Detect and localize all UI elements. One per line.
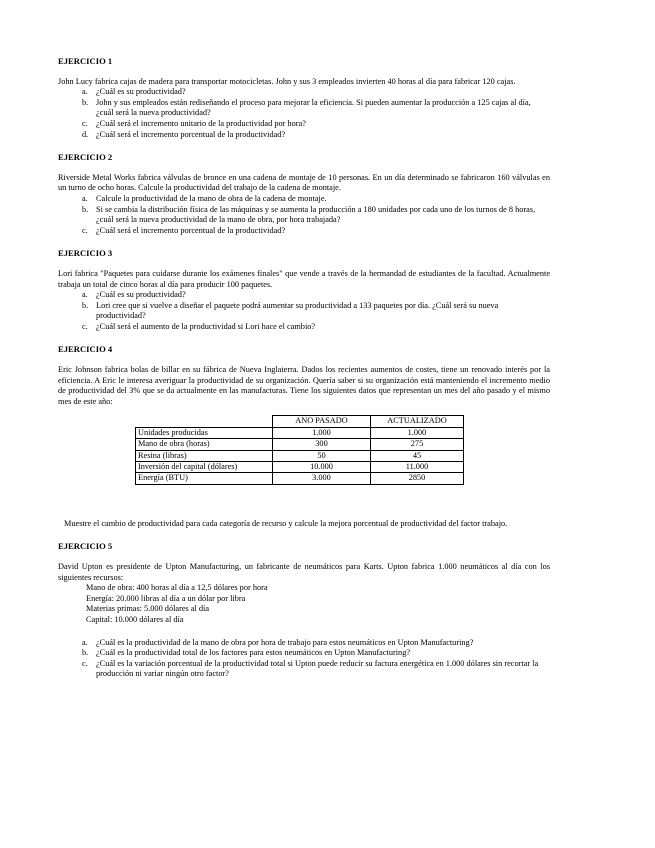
- row-label: Unidades producidas: [136, 427, 273, 438]
- cell-current: 1.000: [371, 427, 464, 438]
- productivity-table: [135, 415, 464, 484]
- list-item: b. John y sus empleados están rediseñando el proceso para mejorar la eficiencia. Si pueden aumentar la producción a 125 cajas al día, ¿cuál será la nueva productividad?: [82, 97, 531, 118]
- table-row: [136, 439, 464, 450]
- cell-prev: 10.000: [273, 462, 371, 473]
- list-item: c. ¿Cuál será el aumento de la productividad si Lori hace el cambio?: [82, 321, 316, 331]
- column-header-prev-year: ANO PASADO: [273, 416, 371, 427]
- column-header-current: ACTUALIZADO: [371, 416, 464, 427]
- list-item: b. ¿Cuál es la productividad total de los factores para estos neumáticos en Upton Manufacturing?: [82, 648, 411, 658]
- table-row: [136, 450, 464, 461]
- list-item: c. ¿Cuál es la variación porcentual de la productividad total si Upton puede reducir su factura energética en 1.000 dólares sin recortar la producción ni variar ningún otro factor?: [82, 658, 539, 679]
- cell-prev: 300: [273, 439, 371, 450]
- list-item: Mano de obra: 400 horas al día a 12,5 dólares por hora: [86, 583, 268, 593]
- row-label: Resina (libras): [136, 450, 273, 461]
- list-item: a. ¿Cuál es la productividad de la mano de obra por hora de trabajo para estos neumáticos en Upton Manufacturing?: [82, 637, 474, 647]
- resource-list: [58, 583, 550, 625]
- row-label: Inversión del capital (dólares): [136, 462, 273, 473]
- exercise-3-title: EJERCICIO 3: [58, 248, 113, 259]
- cell-current: 45: [371, 450, 464, 461]
- cell-prev: 3.000: [273, 473, 371, 484]
- list-item: Materias primas: 5.000 dólares al día: [86, 604, 210, 614]
- exercise-4-title: EJERCICIO 4: [58, 344, 113, 355]
- exercise-5-questions: [58, 638, 550, 680]
- list-item: b. Si se cambia la distribución física de las máquinas y se aumenta la producción a 180 unidades por cada uno de los turnos de 8 horas, ¿cuál será la nueva productividad de la mano de obra, por hora trabajada?: [82, 204, 536, 225]
- cell-current: 11.000: [371, 462, 464, 473]
- exercise-4-instruction: Muestre el cambio de productividad para cada categoría de recurso y calcule la mejora porcentual de productividad del factor trabajo.: [64, 518, 508, 528]
- list-item: c. ¿Cuál será el incremento porcentual de la productividad?: [82, 225, 286, 235]
- list-item: d. ¿Cuál será el incremento porcentual de la productividad?: [82, 129, 286, 139]
- exercise-4-intro: Eric Johnson fabrica bolas de billar en su fábrica de Nueva Inglaterra. Dados los recientes aumentos de costes, tiene un renovado interés por la eficiencia. A Eric le interesa averiguar la productividad de su organización. Quería saber si su organización está manteniendo el incremento medio de productividad del 3% que se da actualmente en las manufacturas. Tiene los siguientes datos que representan un mes del año pasado y el mismo mes de este año:: [58, 365, 550, 406]
- cell-prev: 50: [273, 450, 371, 461]
- exercise-2-intro: Riverside Metal Works fabrica válvulas de bronce en una cadena de montaje de 10 personas. En un día determinado se fabricaron 160 válvulas en un turno de ocho horas. Calcule la productividad del trabajo de la cadena de montaje.: [58, 172, 550, 193]
- list-item: c. ¿Cuál será el incremento unitario de la productividad por hora?: [82, 118, 306, 128]
- exercise-1-questions: [58, 87, 550, 140]
- list-item: Energía: 20.000 libras al día a un dólar por libra: [86, 593, 246, 603]
- table-row: [136, 427, 464, 438]
- list-item: a. ¿Cuál es su productividad?: [82, 290, 186, 300]
- exercise-2-questions: [58, 194, 550, 236]
- cell-current: 2850: [371, 473, 464, 484]
- cell-current: 275: [371, 439, 464, 450]
- table-row: [136, 462, 464, 473]
- exercise-3-questions: [58, 290, 550, 332]
- table-row: [136, 473, 464, 484]
- exercise-3-intro: Lori fabrica "Paquetes para cuidarse durante los exámenes finales" que vende a través de la hermandad de estudiantes de la facultad. Actualmente trabaja un total de cinco horas al día para producir 100 paquetes.: [58, 268, 550, 289]
- row-label: Mano de obra (horas): [136, 439, 273, 450]
- row-label: Energía (BTU): [136, 473, 273, 484]
- table-header-row: [136, 416, 464, 427]
- list-item: a. ¿Cuál es su productividad?: [82, 87, 186, 97]
- exercise-2-title: EJERCICIO 2: [58, 152, 113, 163]
- exercise-5-title: EJERCICIO 5: [58, 541, 113, 552]
- exercise-1-intro: John Lucy fabrica cajas de madera para transportar motocicletas. John y sus 3 empleados invierten 40 horas al día para fabricar 120 cajas.: [58, 76, 516, 86]
- list-item: Capital: 10.000 dólares al día: [86, 615, 184, 625]
- cell-prev: 1.000: [273, 427, 371, 438]
- document-page: [58, 56, 550, 680]
- exercise-5-intro: David Upton es presidente de Upton Manufacturing, un fabricante de neumáticos para Karts. Upton fabrica 1.000 neumáticos al día con los siguientes recursos:: [58, 562, 550, 582]
- exercise-1-title: EJERCICIO 1: [58, 56, 113, 66]
- list-item: b. Lori cree que si vuelve a diseñar el paquete podrá aumentar su productividad a 133 paquetes por día. ¿Cuál será su nueva productividad?: [82, 300, 499, 321]
- list-item: a. Calcule la productividad de la mano de obra de la cadena de montaje.: [82, 193, 327, 203]
